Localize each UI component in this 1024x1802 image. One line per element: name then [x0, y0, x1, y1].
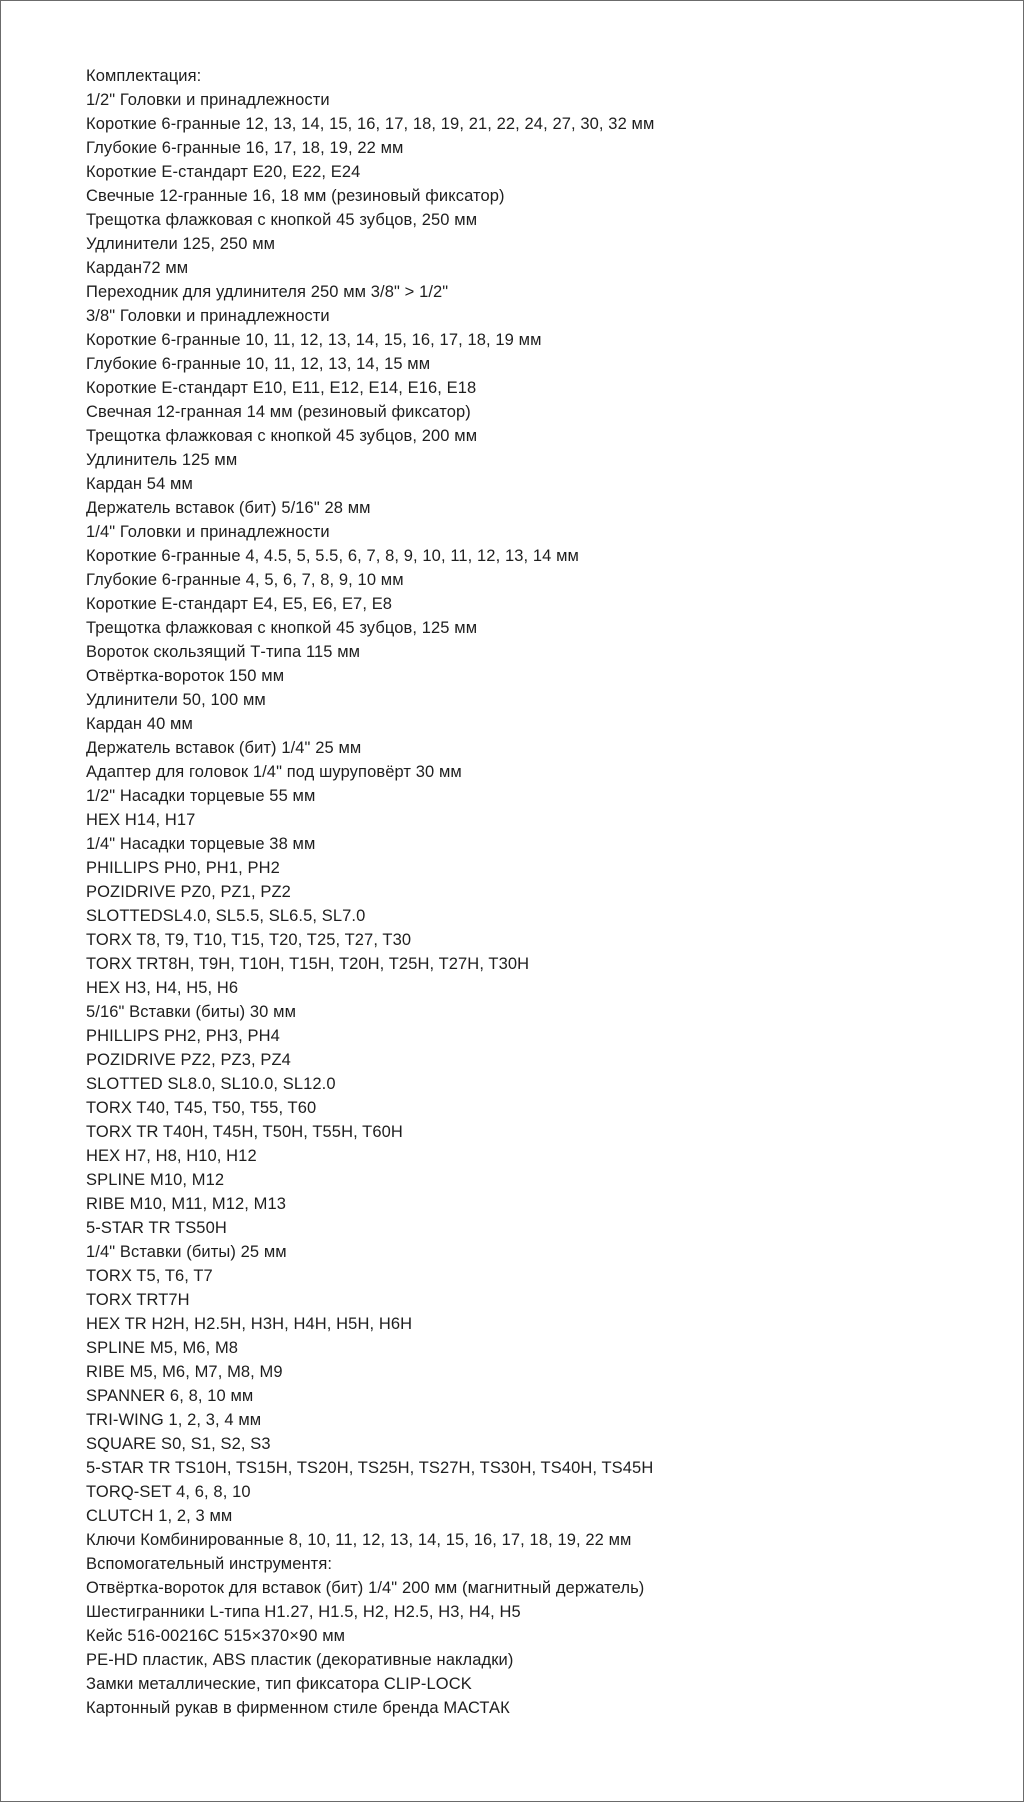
spec-line: HEX H3, H4, H5, H6 [86, 979, 239, 997]
spec-line: Адаптер для головок 1/4" под шуруповёрт 30 мм [86, 763, 462, 781]
spec-line: PHILLIPS PH0, PH1, PH2 [86, 859, 280, 877]
spec-line: 5-STAR TR TS50H [86, 1219, 227, 1237]
spec-line: 1/4" Головки и принадлежности [86, 523, 330, 541]
spec-line: Шестигранники L-типа H1.27, H1.5, H2, H2.5, H3, H4, H5 [86, 1603, 521, 1621]
spec-line: TORQ-SET 4, 6, 8, 10 [86, 1483, 251, 1501]
spec-line: Кардан 54 мм [86, 475, 193, 493]
spec-line: Короткие E-стандарт E20, E22, E24 [86, 163, 361, 181]
spec-title: Комплектация: [86, 67, 202, 85]
spec-line: SPLINE M5, M6, M8 [86, 1339, 239, 1357]
spec-line: HEX H14, H17 [86, 811, 196, 829]
spec-line: POZIDRIVE PZ2, PZ3, PZ4 [86, 1051, 291, 1069]
spec-line: SQUARE S0, S1, S2, S3 [86, 1435, 271, 1453]
spec-list [86, 64, 654, 1720]
spec-line: Глубокие 6-гранные 10, 11, 12, 13, 14, 15 мм [86, 355, 431, 373]
spec-line: Трещотка флажковая с кнопкой 45 зубцов, 250 мм [86, 211, 478, 229]
spec-line: Короткие E-стандарт E10, E11, E12, E14, E16, E18 [86, 379, 477, 397]
spec-line: Короткие 6-гранные 12, 13, 14, 15, 16, 17, 18, 19, 21, 22, 24, 27, 30, 32 мм [86, 115, 655, 133]
spec-line: SLOTTED SL8.0, SL10.0, SL12.0 [86, 1075, 336, 1093]
spec-line: 5-STAR TR TS10H, TS15H, TS20H, TS25H, TS27H, TS30H, TS40H, TS45H [86, 1459, 654, 1477]
spec-line: Короткие 6-гранные 4, 4.5, 5, 5.5, 6, 7, 8, 9, 10, 11, 12, 13, 14 мм [86, 547, 579, 565]
spec-line: Ключи Комбинированные 8, 10, 11, 12, 13, 14, 15, 16, 17, 18, 19, 22 мм [86, 1531, 632, 1549]
spec-line: 1/4" Насадки торцевые 38 мм [86, 835, 316, 853]
spec-line: TRI-WING 1, 2, 3, 4 мм [86, 1411, 262, 1429]
spec-line: TORX TR T40H, T45H, T50H, T55H, T60H [86, 1123, 403, 1141]
spec-line: Короткие 6-гранные 10, 11, 12, 13, 14, 15, 16, 17, 18, 19 мм [86, 331, 542, 349]
spec-line: Трещотка флажковая с кнопкой 45 зубцов, 125 мм [86, 619, 478, 637]
spec-line: Свечные 12-гранные 16, 18 мм (резиновый фиксатор) [86, 187, 505, 205]
spec-line: Глубокие 6-гранные 4, 5, 6, 7, 8, 9, 10 мм [86, 571, 404, 589]
spec-line: Удлинители 50, 100 мм [86, 691, 266, 709]
spec-line: RIBE M10, M11, M12, M13 [86, 1195, 287, 1213]
spec-line: Держатель вставок (бит) 5/16" 28 мм [86, 499, 371, 517]
spec-line: Кейс 516-00216C 515×370×90 мм [86, 1627, 346, 1645]
spec-line: Кардан72 мм [86, 259, 189, 277]
spec-line: SPLINE M10, M12 [86, 1171, 225, 1189]
spec-line: Глубокие 6-гранные 16, 17, 18, 19, 22 мм [86, 139, 404, 157]
spec-line: Вороток скользящий Т-типа 115 мм [86, 643, 361, 661]
spec-line: Держатель вставок (бит) 1/4" 25 мм [86, 739, 362, 757]
spec-line: SLOTTEDSL4.0, SL5.5, SL6.5, SL7.0 [86, 907, 366, 925]
spec-line: Короткие E-стандарт E4, E5, E6, E7, E8 [86, 595, 393, 613]
spec-line: Вспомогательный инструментя: [86, 1555, 333, 1573]
spec-line: Кардан 40 мм [86, 715, 193, 733]
spec-line: Переходник для удлинителя 250 мм 3/8" > 1/2" [86, 283, 449, 301]
spec-line: Отвёртка-вороток 150 мм [86, 667, 285, 685]
spec-line: TORX TRT8H, T9H, T10H, T15H, T20H, T25H, T27H, T30H [86, 955, 530, 973]
spec-line: Замки металлические, тип фиксатора CLIP-LOCK [86, 1675, 472, 1693]
spec-line: HEX TR H2H, H2.5H, H3H, H4H, H5H, H6H [86, 1315, 413, 1333]
spec-line: CLUTCH 1, 2, 3 мм [86, 1507, 233, 1525]
spec-line: TORX T40, T45, T50, T55, T60 [86, 1099, 317, 1117]
spec-line: TORX T5, T6, T7 [86, 1267, 213, 1285]
spec-line: Отвёртка-вороток для вставок (бит) 1/4" 200 мм (магнитный держатель) [86, 1579, 645, 1597]
spec-line: Удлинитель 125 мм [86, 451, 238, 469]
spec-line: POZIDRIVE PZ0, PZ1, PZ2 [86, 883, 291, 901]
spec-line: Свечная 12-гранная 14 мм (резиновый фиксатор) [86, 403, 471, 421]
spec-line: HEX H7, H8, H10, H12 [86, 1147, 257, 1165]
spec-line: TORX TRT7H [86, 1291, 190, 1309]
spec-line: 1/2" Насадки торцевые 55 мм [86, 787, 316, 805]
spec-line: Трещотка флажковая с кнопкой 45 зубцов, 200 мм [86, 427, 478, 445]
spec-line: PE-HD пластик, ABS пластик (декоративные накладки) [86, 1651, 514, 1669]
spec-line: 1/4" Вставки (биты) 25 мм [86, 1243, 287, 1261]
spec-line: Удлинители 125, 250 мм [86, 235, 276, 253]
spec-line: 3/8" Головки и принадлежности [86, 307, 330, 325]
spec-line: 1/2" Головки и принадлежности [86, 91, 330, 109]
spec-line: PHILLIPS PH2, PH3, PH4 [86, 1027, 280, 1045]
spec-line: 5/16" Вставки (биты) 30 мм [86, 1003, 297, 1021]
spec-line: TORX T8, T9, T10, T15, T20, T25, T27, T30 [86, 931, 412, 949]
spec-line: RIBE M5, M6, M7, M8, M9 [86, 1363, 283, 1381]
spec-line: Картонный рукав в фирменном стиле бренда МАСТАК [86, 1699, 510, 1717]
spec-line: SPANNER 6, 8, 10 мм [86, 1387, 254, 1405]
